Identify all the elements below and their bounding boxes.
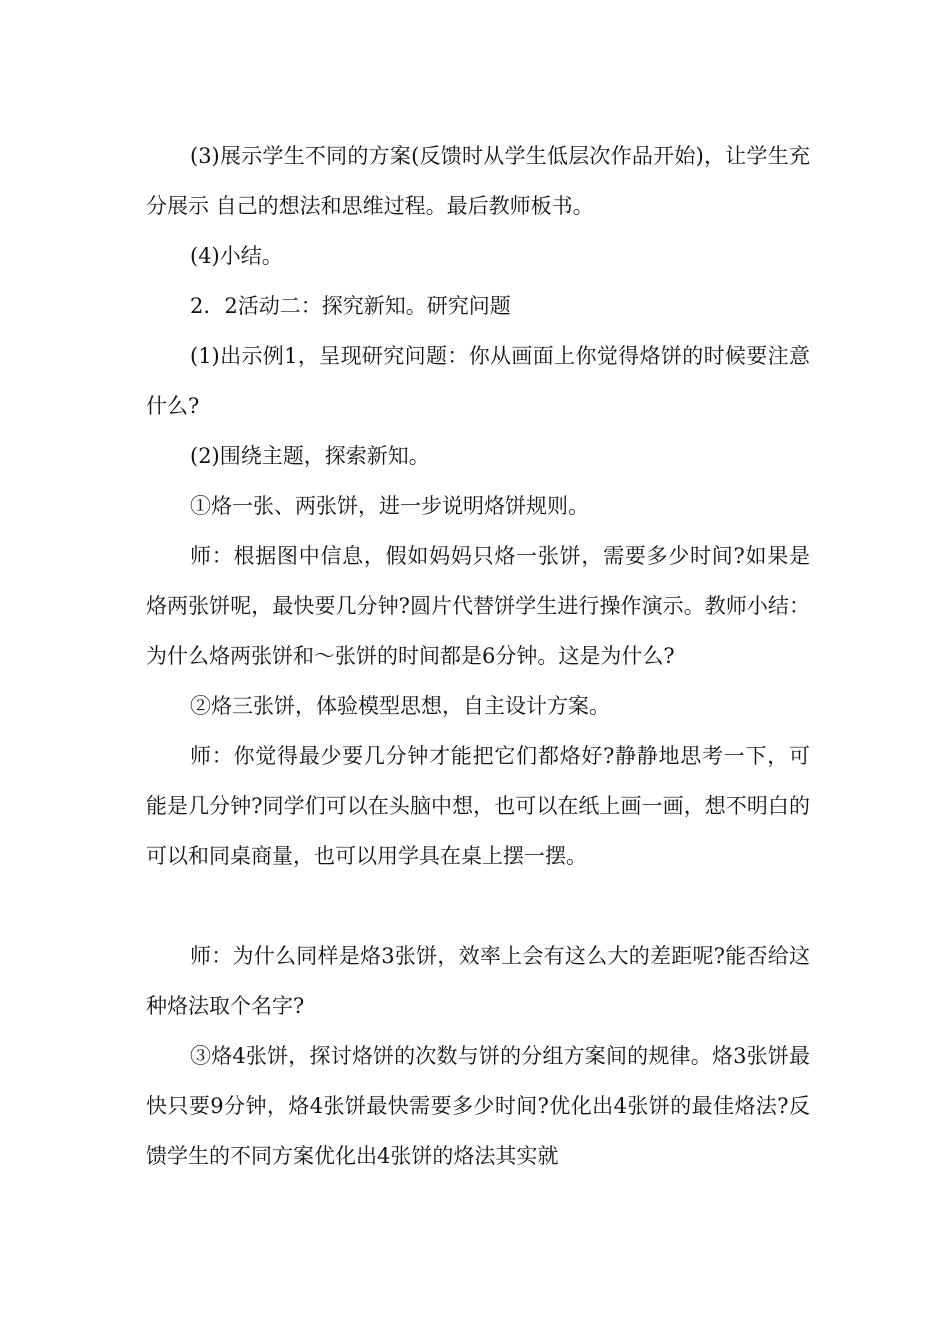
paragraph-teacher-question-one: 师：根据图中信息，假如妈妈只烙一张饼，需要多少时间?如果是烙两张饼呢，最快要几分钟?圆片代替饼学生进行操作演示。教师小结：为什么烙两张饼和～张饼的时间都是6分钟。这是为什么? <box>146 544 810 668</box>
paragraph-one-two-cakes: ①烙一张、两张饼，进一步说明烙饼规则。 <box>190 494 589 518</box>
paragraph-explore-theme: (2)围绕主题，探索新知。 <box>190 444 430 468</box>
paragraph-teacher-question-two: 师：你觉得最少要几分钟才能把它们都烙好?静静地思考一下，可能是几分钟?同学们可以在头脑中想，也可以在纸上画一画，想不明白的可以和同桌商量，也可以用学具在桌上摆一摆。 <box>146 744 810 868</box>
paragraph-three-cakes: ②烙三张饼，体验模型思想，自主设计方案。 <box>190 694 610 718</box>
paragraph-teacher-question-three: 师：为什么同样是烙3张饼，效率上会有这么大的差距呢?能否给这种烙法取个名字? <box>146 944 810 1018</box>
paragraph-activity-two: 2．2活动二：探究新知。研究问题 <box>190 294 511 318</box>
document-body <box>146 131 810 1181</box>
paragraph-example-one: (1)出示例1，呈现研究问题：你从画面上你觉得烙饼的时候要注意什么? <box>146 344 810 418</box>
paragraph-four-cakes: ③烙4张饼，探讨烙饼的次数与饼的分组方案间的规律。烙3张饼最快只要9分钟，烙4张饼最快需要多少时间?优化出4张饼的最佳烙法?反馈学生的不同方案优化出4张饼的烙法其实就 <box>146 1044 810 1168</box>
paragraph-show-plans: (3)展示学生不同的方案(反馈时从学生低层次作品开始)，让学生充分展示 自己的想法和思维过程。最后教师板书。 <box>146 144 810 218</box>
paragraph-spacer <box>146 881 810 931</box>
paragraph-summary: (4)小结。 <box>190 244 283 268</box>
